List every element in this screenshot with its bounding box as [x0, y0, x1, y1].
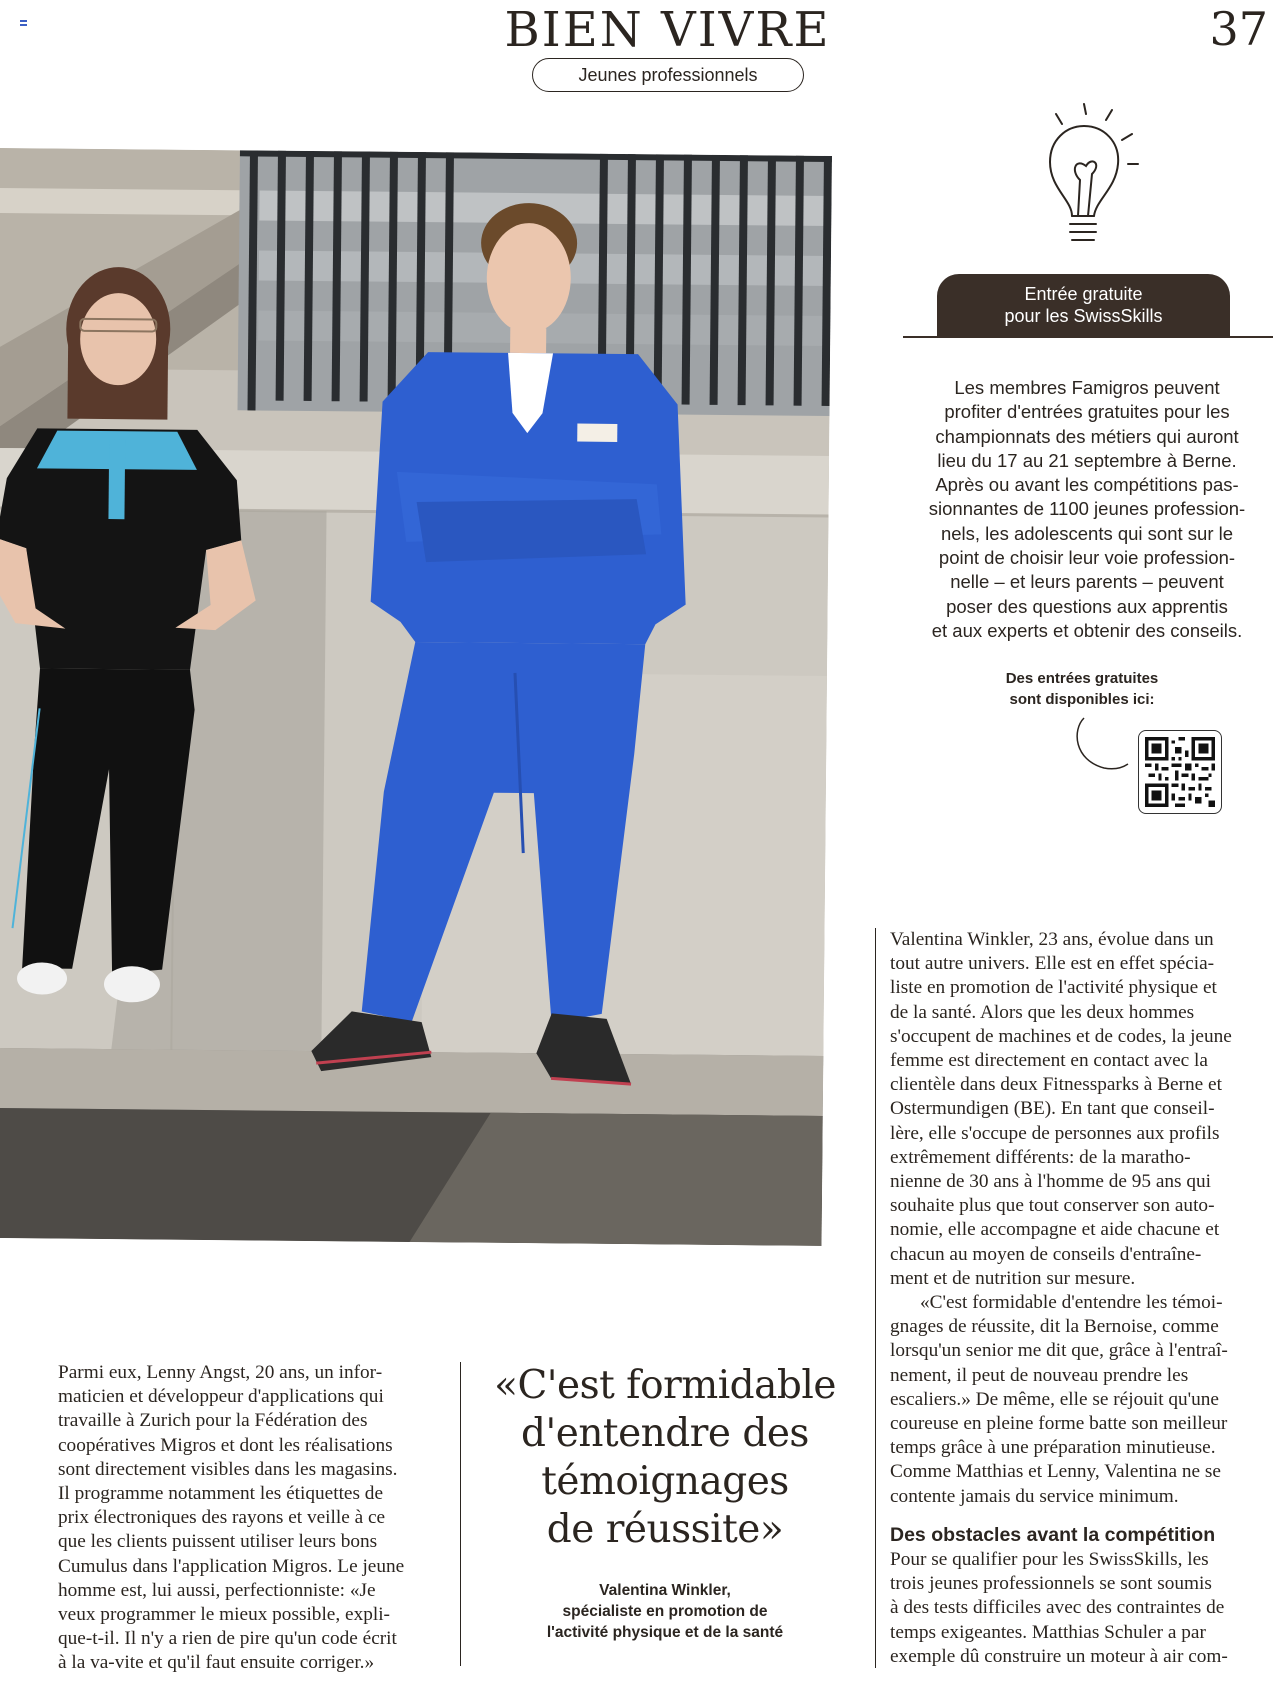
section-tag-label: Jeunes professionnels — [578, 64, 758, 85]
text-line: s'occupent de machines et de codes, la jeune — [890, 1025, 1232, 1047]
text-line: Valentina Winkler, 23 ans, évolue dans un — [890, 929, 1214, 950]
sidebar-tab — [937, 274, 1230, 336]
sidebar-line: Les membres Famigros peuvent — [954, 377, 1220, 398]
pull-quote-line: d'entendre des — [521, 1411, 809, 1456]
curved-arrow-icon — [1070, 716, 1130, 772]
sidebar-line: point de choisir leur voie profession- — [938, 547, 1236, 569]
text-line: de la santé. Alors que les deux hommes — [890, 1001, 1195, 1023]
attribution-line: l'activité physique et de la santé — [546, 1624, 784, 1641]
sidebar-line: et aux experts et obtenir des conseils. — [931, 619, 1243, 641]
hero-photo — [0, 148, 832, 1246]
text-line: veux programmer le mieux possible, expli- — [58, 1604, 390, 1626]
text-line: «C'est formidable d'entendre les témoi- — [920, 1292, 1223, 1314]
lightbulb-icon — [1020, 100, 1140, 250]
sidebar-tab-line-1: Entrée gratuite — [1024, 284, 1143, 304]
text-line: nienne de 30 ans à l'homme de 95 ans qui — [890, 1171, 1212, 1193]
text-line: homme est, lui aussi, perfectionniste: «Je — [58, 1579, 376, 1601]
text-line: temps exigeantes. Matthias Schuler a par — [890, 1621, 1206, 1643]
sidebar-line: poser des questions aux apprentis — [946, 595, 1228, 617]
text-line: que les clients puissent utiliser leurs bons — [58, 1531, 378, 1553]
sidebar-line: profiter d'entrées gratuites pour les — [944, 401, 1230, 423]
text-line: lère, elle s'occupe de personnes aux profils — [890, 1122, 1220, 1144]
text-line: exemple dû construire un moteur à air com- — [890, 1645, 1228, 1667]
pull-quote-line: «C'est formidable — [494, 1363, 836, 1408]
sidebar-divider — [903, 336, 1273, 338]
text-line: liste en promotion de l'activité physique et — [890, 977, 1217, 999]
text-line: Comme Matthias et Lenny, Valentina ne se — [890, 1461, 1221, 1483]
page-number: 37 — [1209, 2, 1268, 56]
text-line: gnages de réussite, dit la Bernoise, comme — [890, 1316, 1219, 1338]
sidebar-line: Après ou avant les compétitions pas- — [935, 474, 1239, 496]
pull-quote-line: témoignages — [541, 1459, 789, 1504]
sidebar-line: nels, les adolescents qui sont sur le — [940, 522, 1234, 544]
text-line: Cumulus dans l'application Migros. Le jeune — [58, 1555, 405, 1577]
sidebar-line: nelle – et leurs parents – peuvent — [950, 571, 1224, 593]
pull-quote-line: de réussite» — [546, 1507, 784, 1552]
sidebar-line: championnats des métiers qui auront — [935, 425, 1239, 447]
qr-caption-line-2: sont disponibles ici: — [1009, 691, 1155, 708]
text-line: extrêmement différents: de la maratho- — [890, 1146, 1191, 1168]
sidebar-line: lieu du 17 au 21 septembre à Berne. — [937, 449, 1237, 471]
text-line: prix électroniques des rayons et veille à ce — [58, 1507, 386, 1529]
text-line: coureuse en pleine forme batte son meilleur — [890, 1413, 1228, 1435]
text-line: escaliers.» De même, elle se réjouit qu'une — [890, 1388, 1219, 1410]
article-column-left — [58, 1361, 458, 1676]
text-line: Il programme notamment les étiquettes de — [58, 1483, 384, 1505]
text-line: tout autre univers. Elle est en effet spécia- — [890, 953, 1215, 975]
article-column-right — [890, 928, 1275, 1669]
text-line: souhaite plus que tout conserver son auto- — [890, 1195, 1215, 1217]
section-title: BIEN VIVRE — [504, 2, 831, 58]
column-rule-left — [460, 1362, 461, 1666]
text-line: femme est directement en contact avec la — [890, 1050, 1208, 1072]
text-line: lorsqu'un senior me dit que, grâce à l'entraî- — [890, 1340, 1228, 1362]
sidebar-line: sionnantes de 1100 jeunes profession- — [928, 498, 1246, 520]
qr-caption — [960, 668, 1204, 710]
text-line: à la va-vite et qu'il faut ensuite corriger.» — [58, 1652, 375, 1674]
text-line: ment et de nutrition sur mesure. — [890, 1267, 1136, 1289]
text-line: trois jeunes professionnels se sont soumis — [890, 1573, 1212, 1595]
subheading: Des obstacles avant la compétition — [890, 1523, 1216, 1546]
text-line: travaille à Zurich pour la Fédération des — [58, 1410, 368, 1432]
pull-quote — [490, 1362, 840, 1554]
text-line: nement, il peut de nouveau prendre les — [890, 1364, 1189, 1386]
qr-caption-line-1: Des entrées gratuites — [1005, 670, 1159, 687]
sidebar-body — [900, 376, 1274, 643]
text-line: Ostermundigen (BE). En tant que conseil- — [890, 1098, 1215, 1120]
text-line: Pour se qualifier pour les SwissSkills, les — [890, 1549, 1209, 1571]
sidebar-tab-line-2: pour les SwissSkills — [1004, 306, 1163, 326]
section-tag — [532, 58, 804, 92]
pull-quote-attribution — [500, 1580, 830, 1643]
text-line: chacun au moyen de conseils d'entraîne- — [890, 1243, 1202, 1265]
text-line: contente jamais du service minimum. — [890, 1485, 1179, 1507]
text-line: que-t-il. Il n'y a rien de pire qu'un code écrit — [58, 1628, 397, 1650]
text-line: clientèle dans deux Fitnessparks à Berne et — [890, 1074, 1222, 1096]
text-line: maticien et développeur d'applications qui — [58, 1386, 384, 1408]
text-line: nomie, elle accompagne et aide chacune et — [890, 1219, 1220, 1241]
text-line: à des tests difficiles avec des contraintes de — [890, 1597, 1225, 1619]
attribution-line: spécialiste en promotion de — [562, 1603, 768, 1620]
attribution-line: Valentina Winkler, — [599, 1582, 731, 1599]
text-line: temps grâce à une préparation minutieuse. — [890, 1437, 1216, 1459]
text-line: coopératives Migros et dont les réalisations — [58, 1434, 393, 1456]
qr-code-icon[interactable] — [1138, 730, 1222, 814]
text-line: Parmi eux, Lenny Angst, 20 ans, un infor- — [58, 1362, 383, 1383]
column-rule-right — [875, 928, 876, 1668]
text-line: sont directement visibles dans les magasins. — [58, 1458, 398, 1480]
